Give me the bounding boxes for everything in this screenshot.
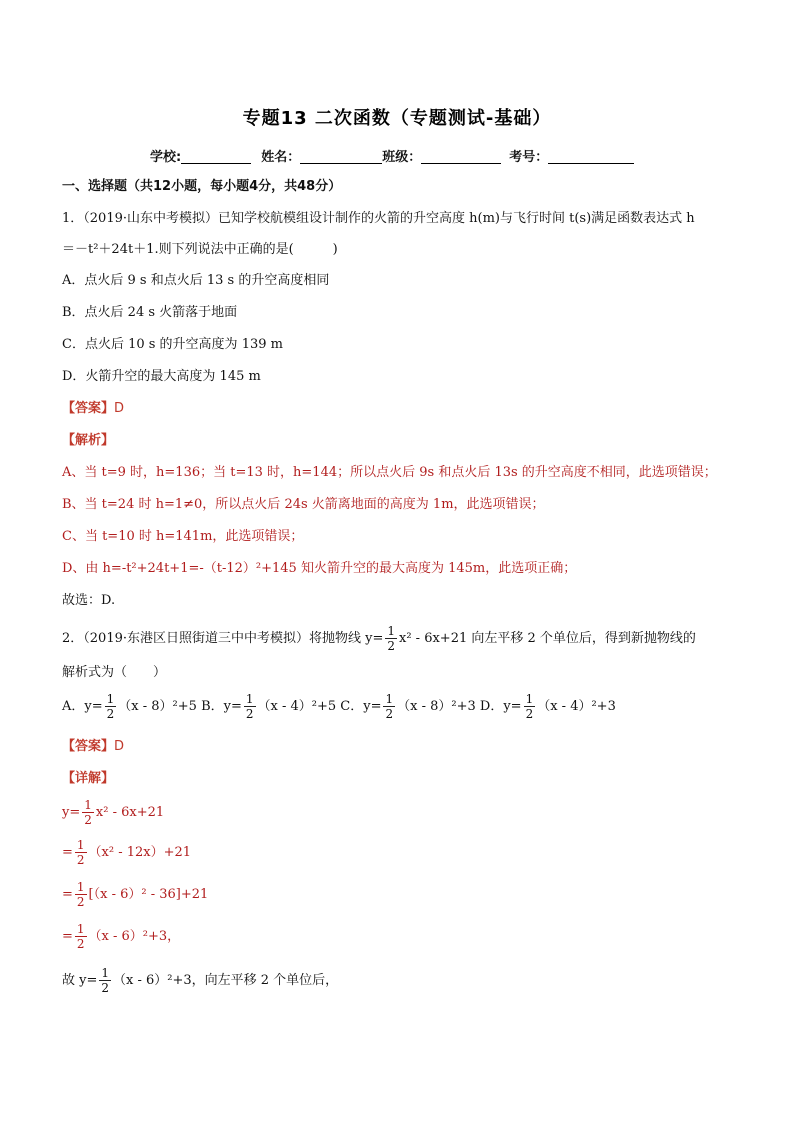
school-label: 学校: xyxy=(150,150,182,165)
q1-option-a: A．点火后 9 s 和点火后 13 s 的升空高度相同 xyxy=(62,273,330,288)
number-blank xyxy=(548,149,634,164)
q2-stem-b: x² - 6x+21 向左平移 2 个单位后，得到新抛物线的 xyxy=(399,631,696,646)
fraction-half: $\frac{1}{2}$ xyxy=(525,692,534,721)
q2-step-1: y= $\frac{1}{2}$ x² - 6x+21 xyxy=(62,798,165,827)
school-blank xyxy=(181,149,251,164)
q1-conclusion: 故选：D. xyxy=(62,593,116,608)
q1-stem-line2: ＝－t²＋24t＋1.则下列说法中正确的是( ) xyxy=(62,242,338,257)
q2-option-c: C．y= $\frac{1}{2}$ （x - 8）²+3 xyxy=(340,692,476,721)
fraction-half: $\frac{1}{2}$ xyxy=(245,692,254,721)
fraction-half: $\frac{1}{2}$ xyxy=(106,692,115,721)
section-heading: 一、选择题（共12小题，每小题4分，共48分） xyxy=(62,179,342,194)
q1-answer xyxy=(62,400,124,418)
q2-answer xyxy=(62,738,124,756)
fraction-half: $\frac{1}{2}$ xyxy=(101,966,110,995)
q1-option-b: B．点火后 24 s 火箭落于地面 xyxy=(62,305,238,320)
q1-analysis-tag: 【解析】 xyxy=(62,433,115,448)
q2-option-d: D．y= $\frac{1}{2}$ （x - 4）²+3 xyxy=(479,692,616,721)
q2-step-3: = $\frac{1}{2}$ [（x - 6）² - 36]+21 xyxy=(62,880,209,909)
name-label: 姓名： xyxy=(261,150,301,165)
q1-analysis-b: B、当 t=24 时 h=1≠0，所以点火后 24s 火箭离地面的高度为 1m，此选项错误； xyxy=(62,497,545,512)
fraction-half: $\frac{1}{2}$ xyxy=(84,798,92,827)
q2-stem-line2: 解析式为（ ） xyxy=(62,665,167,680)
answer-tag: 【答案】 xyxy=(62,739,115,754)
q2-stem-line1 xyxy=(62,624,696,653)
q1-analysis-c: C、当 t=10 时 h=141m，此选项错误； xyxy=(62,529,304,544)
q2-stem-a: 2．（2019·东港区日照街道三中中考模拟）将抛物线 y= xyxy=(62,631,384,646)
class-blank xyxy=(421,149,501,164)
fraction-half: $\frac{1}{2}$ xyxy=(385,692,394,721)
q1-option-c: C．点火后 10 s 的升空高度为 139 m xyxy=(62,337,283,352)
answer-value: D xyxy=(114,739,125,754)
q2-option-a: A．y= $\frac{1}{2}$ （x - 8）²+5 xyxy=(62,692,197,721)
q2-detail-tag: 【详解】 xyxy=(62,771,115,786)
fraction-half: $\frac{1}{2}$ xyxy=(76,880,85,909)
q2-step-2: = $\frac{1}{2}$ （x² - 12x）+21 xyxy=(62,838,192,867)
class-label: 班级： xyxy=(382,150,422,165)
q2-step-4: = $\frac{1}{2}$ （x - 6）²+3， xyxy=(62,922,181,951)
student-info-row xyxy=(150,146,634,165)
fraction-half: $\frac{1}{2}$ xyxy=(76,838,85,867)
name-blank xyxy=(300,149,382,164)
answer-tag: 【答案】 xyxy=(62,401,115,416)
answer-value: D xyxy=(114,401,125,416)
q2-options-row xyxy=(62,692,616,721)
fraction-half: $\frac{1}{2}$ xyxy=(76,922,85,951)
q1-analysis-a: A、当 t=9 时，h=136；当 t=13 时，h=144；所以点火后 9s 和点火后 13s 的升空高度不相同，此选项错误； xyxy=(62,465,717,480)
q1-option-d: D．火箭升空的最大高度为 145 m xyxy=(62,369,261,384)
page-title: 专题13 二次函数（专题测试-基础） xyxy=(242,108,552,129)
q1-analysis-d: D、由 h=-t²+24t+1=-（t-12）²+145 知火箭升空的最大高度为 145m，此选项正确； xyxy=(62,561,577,576)
q2-option-b: B．y= $\frac{1}{2}$ （x - 4）²+5 xyxy=(201,692,337,721)
number-label: 考号： xyxy=(509,150,549,165)
fraction-half: $\frac{1}{2}$ xyxy=(387,624,395,653)
q2-step-5: 故 y= $\frac{1}{2}$ （x - 6）²+3，向左平移 2 个单位后， xyxy=(62,966,339,995)
q1-stem-line1: 1．（2019·山东中考模拟）已知学校航模组设计制作的火箭的升空高度 h(m)与飞行时间 t(s)满足函数表达式 h xyxy=(62,211,695,226)
